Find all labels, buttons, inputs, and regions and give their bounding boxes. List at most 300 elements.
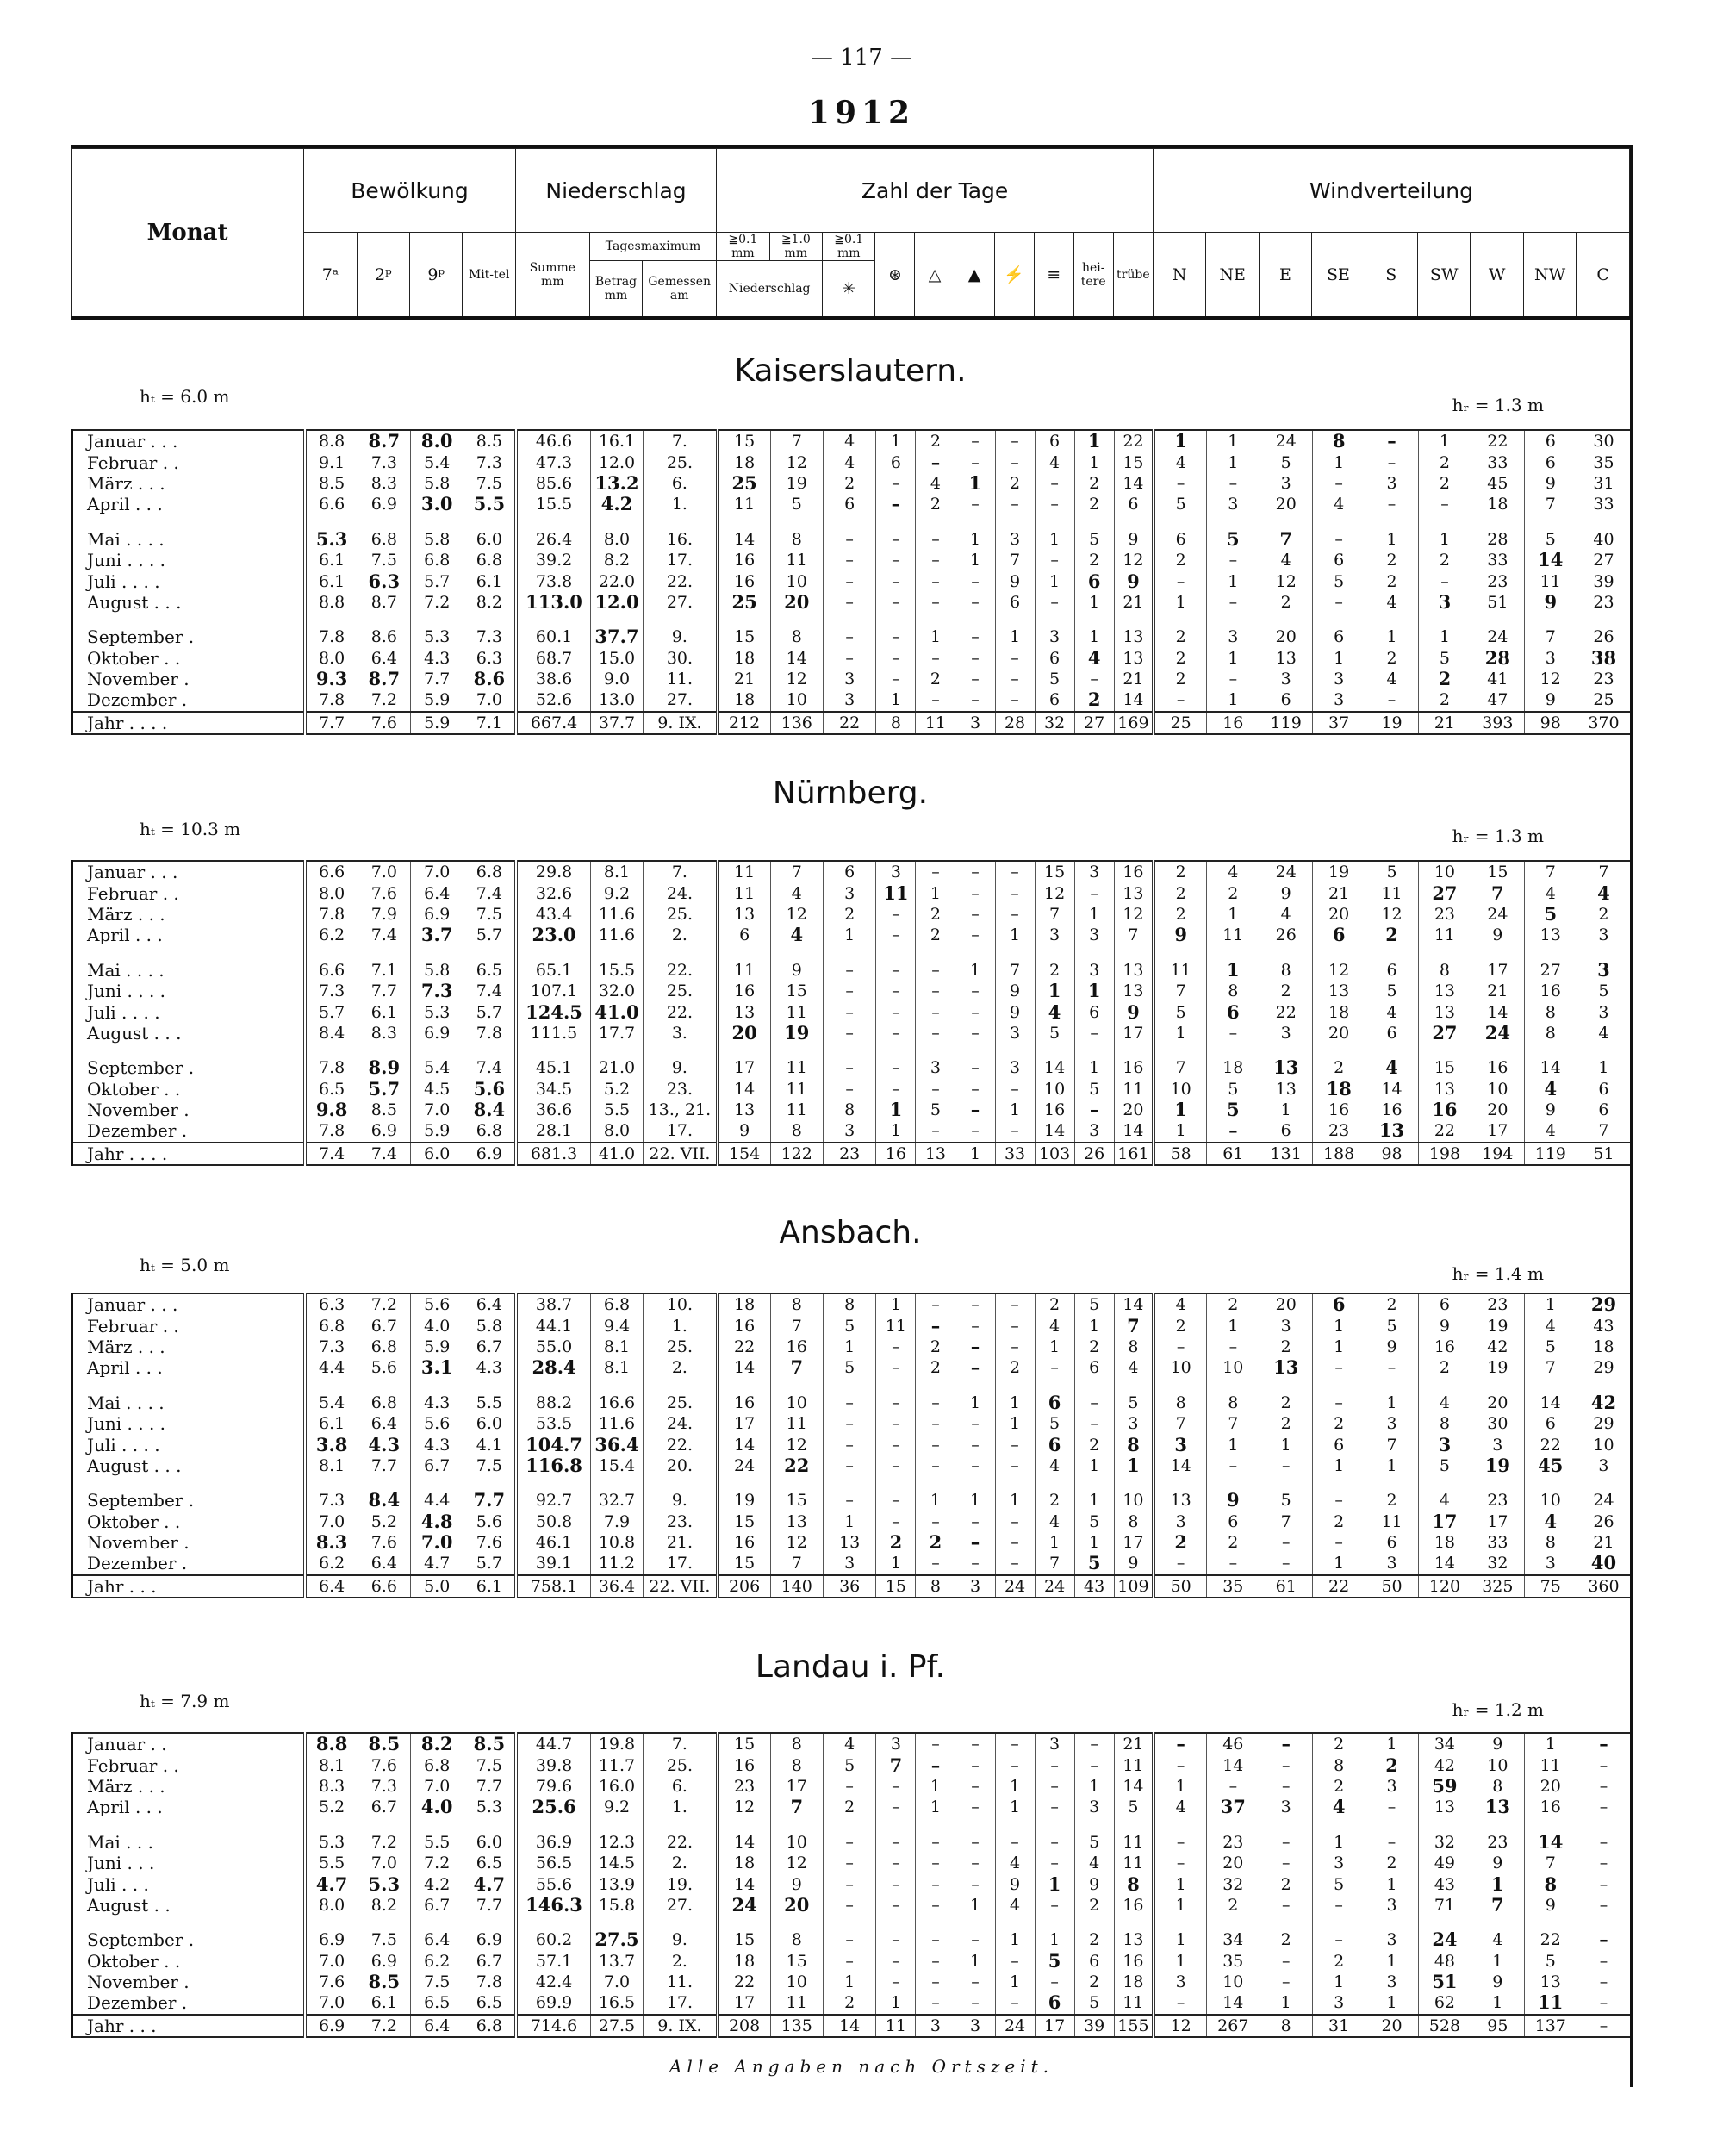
header-gemessen-unit: am bbox=[669, 289, 689, 302]
table-cell: – bbox=[823, 1818, 875, 1853]
table-cell: 370 bbox=[1577, 712, 1630, 734]
rain-gauge-height: hᵣ = 1.2 m bbox=[1452, 1699, 1544, 1720]
table-cell: – bbox=[876, 1951, 916, 1972]
table-cell: – bbox=[1260, 1818, 1312, 1853]
table-cell: 4.2 bbox=[411, 1873, 463, 1894]
table-cell: 5 bbox=[1154, 494, 1206, 514]
month-label: Januar . . . bbox=[72, 861, 305, 882]
header-wind-nw: NW bbox=[1523, 233, 1576, 317]
table-cell: 1 bbox=[1154, 1120, 1206, 1142]
table-cell: 1 bbox=[1312, 1337, 1365, 1357]
table-cell: 6 bbox=[1312, 550, 1365, 570]
month-label: März . . . bbox=[72, 904, 305, 925]
table-cell: 2 bbox=[1035, 1293, 1074, 1315]
table-cell: 12.3 bbox=[590, 1818, 643, 1853]
table-cell: 3.1 bbox=[411, 1357, 463, 1378]
table-cell: 1 bbox=[1312, 1315, 1365, 1336]
table-cell: 51 bbox=[1471, 592, 1524, 613]
table-cell: 1 bbox=[1365, 1455, 1418, 1476]
table-cell: – bbox=[995, 1992, 1035, 2014]
table-cell: 325 bbox=[1471, 1575, 1524, 1598]
table-cell: 14 bbox=[1207, 1992, 1260, 2014]
table-cell: 2 bbox=[916, 430, 955, 452]
table-cell: 18 bbox=[1471, 494, 1524, 514]
table-cell: 3 bbox=[955, 1575, 995, 1598]
table-cell: 6 bbox=[1577, 1100, 1630, 1120]
table-cell: 20 bbox=[1260, 494, 1312, 514]
month-label: September . bbox=[72, 1476, 305, 1511]
table-cell: 6 bbox=[1312, 613, 1365, 647]
table-cell: 3 bbox=[1260, 1023, 1312, 1044]
table-row bbox=[72, 1315, 1631, 1336]
table-cell: – bbox=[995, 669, 1035, 689]
table-cell: 2 bbox=[1260, 1379, 1312, 1413]
column-header bbox=[71, 148, 1630, 317]
table-cell: – bbox=[916, 1916, 955, 1950]
table-cell: 3 bbox=[1418, 1434, 1471, 1455]
table-cell: 7.8 bbox=[305, 1044, 358, 1078]
table-cell: 7.7 bbox=[463, 1776, 516, 1797]
table-cell: 11.6 bbox=[590, 1413, 643, 1434]
table-cell: – bbox=[1365, 689, 1418, 711]
table-cell: 1 bbox=[1154, 430, 1206, 452]
table-cell: 2 bbox=[916, 925, 955, 945]
table-cell: 12 bbox=[770, 669, 823, 689]
month-label: Juli . . . bbox=[72, 1873, 305, 1894]
month-label: September . bbox=[72, 1044, 305, 1078]
table-cell: 59 bbox=[1418, 1776, 1471, 1797]
table-cell: 3. bbox=[644, 1023, 718, 1044]
table-cell: 9 bbox=[1114, 1001, 1154, 1022]
table-row bbox=[72, 1379, 1631, 1413]
table-cell: 4.3 bbox=[411, 1434, 463, 1455]
table-cell: 1 bbox=[1035, 570, 1074, 591]
table-cell: 6 bbox=[718, 925, 770, 945]
table-cell: 6.9 bbox=[358, 1120, 410, 1142]
table-cell: 6 bbox=[1035, 1434, 1074, 1455]
header-wind-n: N bbox=[1153, 233, 1205, 317]
table-cell: 3 bbox=[1074, 925, 1114, 945]
table-cell: 3 bbox=[1418, 592, 1471, 613]
month-label: Oktober . . bbox=[72, 1511, 305, 1532]
table-cell: 6 bbox=[1312, 925, 1365, 945]
table-cell: 8.8 bbox=[305, 592, 358, 613]
table-cell: 28 bbox=[1471, 648, 1524, 669]
table-cell: 14 bbox=[1114, 689, 1154, 711]
table-cell: 1 bbox=[1365, 613, 1418, 647]
table-cell: 8.8 bbox=[305, 430, 358, 452]
table-cell: 3 bbox=[1154, 1434, 1206, 1455]
table-cell: 6.3 bbox=[358, 570, 410, 591]
table-cell: 23 bbox=[1471, 1293, 1524, 1315]
table-cell: 5.3 bbox=[411, 1001, 463, 1022]
table-cell: – bbox=[1035, 1776, 1074, 1797]
table-cell: 206 bbox=[718, 1575, 770, 1598]
table-cell: 6.9 bbox=[411, 1023, 463, 1044]
table-cell: 5.2 bbox=[305, 1797, 358, 1817]
table-cell: 4 bbox=[916, 473, 955, 494]
table-cell: 7 bbox=[1524, 1357, 1577, 1378]
table-cell: 7.9 bbox=[590, 1511, 643, 1532]
table-cell: – bbox=[916, 1434, 955, 1455]
table-cell: 1 bbox=[916, 1476, 955, 1511]
table-cell: – bbox=[1260, 1455, 1312, 1476]
table-cell: – bbox=[876, 1873, 916, 1894]
table-cell: 7.0 bbox=[463, 689, 516, 711]
table-cell: 2 bbox=[1365, 1853, 1418, 1873]
table-cell: 8.4 bbox=[358, 1476, 410, 1511]
table-cell: – bbox=[1207, 1776, 1260, 1797]
table-cell: – bbox=[876, 613, 916, 647]
table-cell: 35 bbox=[1207, 1575, 1260, 1598]
table-cell: 25.6 bbox=[516, 1797, 590, 1817]
table-cell: 9 bbox=[1471, 925, 1524, 945]
table-cell: 1 bbox=[1154, 1100, 1206, 1120]
year-total-row bbox=[72, 712, 1631, 734]
table-cell: 14 bbox=[1524, 1818, 1577, 1853]
table-cell: 4 bbox=[1035, 1315, 1074, 1336]
table-cell: 194 bbox=[1471, 1143, 1524, 1165]
table-cell: 137 bbox=[1524, 2015, 1577, 2037]
table-cell: 17 bbox=[718, 1992, 770, 2014]
table-cell: – bbox=[955, 689, 995, 711]
table-cell: 3 bbox=[1312, 1853, 1365, 1873]
table-cell: 3 bbox=[823, 882, 875, 903]
table-cell: 11. bbox=[644, 1972, 718, 1992]
table-cell: 122 bbox=[770, 1143, 823, 1165]
table-cell: 14 bbox=[1114, 1293, 1154, 1315]
table-cell: 5.6 bbox=[463, 1511, 516, 1532]
month-label: April . . . bbox=[72, 1357, 305, 1378]
table-cell: 6 bbox=[1035, 1992, 1074, 2014]
table-cell: 1 bbox=[995, 1100, 1035, 1120]
table-cell: – bbox=[1577, 1754, 1630, 1775]
table-cell: 8 bbox=[1207, 981, 1260, 1001]
table-cell: 3 bbox=[823, 669, 875, 689]
table-cell: 7 bbox=[1524, 613, 1577, 647]
table-cell: 4 bbox=[1074, 648, 1114, 669]
table-row bbox=[72, 1100, 1631, 1120]
table-cell: 44.7 bbox=[516, 1733, 590, 1754]
table-cell: 3 bbox=[1207, 494, 1260, 514]
table-cell: 16 bbox=[718, 1754, 770, 1775]
table-cell: 11 bbox=[718, 494, 770, 514]
table-cell: 10 bbox=[770, 570, 823, 591]
table-cell: 11 bbox=[1207, 925, 1260, 945]
table-cell: 18 bbox=[1577, 1337, 1630, 1357]
table-cell: 60.2 bbox=[516, 1916, 590, 1950]
table-cell: 4.3 bbox=[411, 648, 463, 669]
year-total-row bbox=[72, 2015, 1631, 2037]
table-cell: 13 bbox=[916, 1143, 955, 1165]
table-cell: 3 bbox=[1312, 689, 1365, 711]
table-cell: 6.5 bbox=[305, 1079, 358, 1100]
table-cell: 20 bbox=[770, 592, 823, 613]
table-cell: 104.7 bbox=[516, 1434, 590, 1455]
table-cell: 26 bbox=[1577, 613, 1630, 647]
month-label: Juli . . . . bbox=[72, 570, 305, 591]
table-cell: 4 bbox=[995, 1853, 1035, 1873]
table-cell: 16 bbox=[718, 1315, 770, 1336]
table-cell: 4 bbox=[1154, 1797, 1206, 1817]
table-cell: 17 bbox=[1471, 946, 1524, 981]
table-cell: 5 bbox=[823, 1357, 875, 1378]
table-cell: 6.7 bbox=[358, 1797, 410, 1817]
table-cell: 3 bbox=[1207, 613, 1260, 647]
table-cell: 4 bbox=[1418, 1476, 1471, 1511]
table-cell: 5 bbox=[1365, 861, 1418, 882]
table-cell: 22 bbox=[1524, 1916, 1577, 1950]
table-cell: 2 bbox=[823, 473, 875, 494]
table-cell: 1 bbox=[995, 1379, 1035, 1413]
table-cell: 119 bbox=[1260, 712, 1312, 734]
month-label: September . bbox=[72, 1916, 305, 1950]
table-cell: 7.8 bbox=[463, 1972, 516, 1992]
table-cell: 5 bbox=[1312, 570, 1365, 591]
table-cell: – bbox=[955, 1337, 995, 1357]
table-cell: 5.6 bbox=[463, 1079, 516, 1100]
table-cell: – bbox=[916, 1079, 955, 1100]
table-cell: 5 bbox=[1114, 1379, 1154, 1413]
month-label: Juli . . . . bbox=[72, 1001, 305, 1022]
table-cell: 24 bbox=[1035, 1575, 1074, 1598]
table-cell: 42 bbox=[1471, 1337, 1524, 1357]
table-cell: 1 bbox=[1154, 1873, 1206, 1894]
month-label: Mai . . . bbox=[72, 1818, 305, 1853]
table-cell: 1 bbox=[1154, 1776, 1206, 1797]
table-cell: 3.0 bbox=[411, 494, 463, 514]
table-cell: – bbox=[916, 515, 955, 550]
table-cell: 208 bbox=[718, 2015, 770, 2037]
table-cell: 8.0 bbox=[305, 648, 358, 669]
table-cell: 16 bbox=[1035, 1100, 1074, 1120]
table-cell: 7.4 bbox=[358, 925, 410, 945]
table-cell: 8 bbox=[770, 1293, 823, 1315]
table-cell: 18 bbox=[718, 452, 770, 472]
table-cell: 7.2 bbox=[411, 592, 463, 613]
table-cell: 10 bbox=[1154, 1357, 1206, 1378]
table-cell: 14 bbox=[1365, 1079, 1418, 1100]
month-label: Januar . . bbox=[72, 1733, 305, 1754]
table-cell: 6 bbox=[1312, 1293, 1365, 1315]
table-cell: 4 bbox=[770, 882, 823, 903]
table-cell: 3 bbox=[876, 1733, 916, 1754]
table-cell: 4.3 bbox=[411, 1379, 463, 1413]
table-cell: 5.8 bbox=[463, 1315, 516, 1336]
table-cell: 17 bbox=[1471, 1120, 1524, 1142]
table-cell: 7.3 bbox=[358, 1776, 410, 1797]
table-cell: 3 bbox=[1365, 1895, 1418, 1916]
table-cell: 2 bbox=[823, 1992, 875, 2014]
table-cell: 7.4 bbox=[463, 882, 516, 903]
table-cell: 43.4 bbox=[516, 904, 590, 925]
table-cell: 21 bbox=[1114, 592, 1154, 613]
header-gemessen bbox=[643, 261, 717, 317]
table-cell: 2. bbox=[644, 1951, 718, 1972]
table-cell: – bbox=[995, 689, 1035, 711]
table-cell: 26 bbox=[1074, 1143, 1114, 1165]
table-cell: 8.6 bbox=[463, 669, 516, 689]
table-row bbox=[72, 1434, 1631, 1455]
month-label: Februar . . bbox=[72, 1315, 305, 1336]
table-cell: 6.1 bbox=[463, 570, 516, 591]
table-cell: 14 bbox=[1418, 1553, 1471, 1574]
table-cell: 4.4 bbox=[305, 1357, 358, 1378]
table-cell: 8.0 bbox=[590, 1120, 643, 1142]
table-cell: 7.8 bbox=[463, 1023, 516, 1044]
table-cell: 7 bbox=[1524, 494, 1577, 514]
table-cell: 49 bbox=[1418, 1853, 1471, 1873]
table-cell: – bbox=[955, 861, 995, 882]
table-cell: 6 bbox=[1418, 1293, 1471, 1315]
table-cell: 50 bbox=[1365, 1575, 1418, 1598]
table-cell: 667.4 bbox=[516, 712, 590, 734]
table-cell: 1 bbox=[823, 1972, 875, 1992]
table-cell: 17. bbox=[644, 1120, 718, 1142]
table-cell: – bbox=[995, 430, 1035, 452]
table-cell: 32 bbox=[1207, 1873, 1260, 1894]
graupel-icon: ▲ bbox=[955, 233, 994, 317]
header-rule bbox=[71, 316, 1630, 320]
table-cell: 6 bbox=[1035, 430, 1074, 452]
table-cell: 9.0 bbox=[590, 669, 643, 689]
table-cell: 28 bbox=[1471, 515, 1524, 550]
table-cell: 9 bbox=[1114, 515, 1154, 550]
header-heitere: hei-tere bbox=[1073, 233, 1113, 317]
table-cell: 6.5 bbox=[463, 1992, 516, 2014]
table-cell: 25 bbox=[1577, 689, 1630, 711]
table-cell: 6.1 bbox=[463, 1575, 516, 1598]
table-cell: – bbox=[955, 1044, 995, 1078]
table-cell: 107.1 bbox=[516, 981, 590, 1001]
table-cell: 1 bbox=[1074, 1532, 1114, 1553]
table-cell: 9 bbox=[1524, 473, 1577, 494]
table-cell: 11.7 bbox=[590, 1754, 643, 1775]
table-cell: 9.1 bbox=[305, 452, 358, 472]
table-cell: 14 bbox=[1154, 1455, 1206, 1476]
table-cell: 9 bbox=[995, 1001, 1035, 1022]
table-cell: – bbox=[1577, 1776, 1630, 1797]
table-cell: 6 bbox=[1035, 1379, 1074, 1413]
table-cell: 15 bbox=[1114, 452, 1154, 472]
table-cell: 714.6 bbox=[516, 2015, 590, 2037]
table-cell: 2 bbox=[1154, 613, 1206, 647]
table-cell: 14 bbox=[718, 515, 770, 550]
header-truebe: trübe bbox=[1113, 233, 1153, 317]
table-cell: 5 bbox=[1154, 1001, 1206, 1022]
table-cell: – bbox=[823, 1413, 875, 1434]
table-cell: 6.9 bbox=[358, 494, 410, 514]
table-cell: 3 bbox=[1312, 669, 1365, 689]
table-cell: 41 bbox=[1471, 669, 1524, 689]
table-cell: 9 bbox=[770, 1873, 823, 1894]
table-cell: 31 bbox=[1312, 2015, 1365, 2037]
table-cell: – bbox=[916, 946, 955, 981]
table-cell: 7.6 bbox=[463, 1532, 516, 1553]
table-row bbox=[72, 1120, 1631, 1142]
table-cell: 22. bbox=[644, 1001, 718, 1022]
table-cell: 2 bbox=[1312, 1413, 1365, 1434]
table-cell: – bbox=[1154, 1337, 1206, 1357]
table-cell: – bbox=[1035, 1853, 1074, 1873]
table-cell: 1 bbox=[876, 430, 916, 452]
table-cell: 15 bbox=[770, 981, 823, 1001]
table-cell: 3 bbox=[823, 689, 875, 711]
table-cell: 79.6 bbox=[516, 1776, 590, 1797]
table-cell: 18 bbox=[718, 1853, 770, 1873]
table-cell: – bbox=[1312, 515, 1365, 550]
table-cell: 5.6 bbox=[411, 1413, 463, 1434]
table-cell: 10 bbox=[1207, 1972, 1260, 1992]
table-cell: – bbox=[823, 1044, 875, 1078]
table-cell: 25 bbox=[1154, 712, 1206, 734]
table-cell: 9 bbox=[1114, 1553, 1154, 1574]
table-cell: 6.1 bbox=[305, 1413, 358, 1434]
table-cell: 6 bbox=[1114, 494, 1154, 514]
table-cell: 17 bbox=[718, 1044, 770, 1078]
table-cell: 23 bbox=[823, 1143, 875, 1165]
table-cell: 57.1 bbox=[516, 1951, 590, 1972]
table-cell: 14 bbox=[718, 1079, 770, 1100]
table-cell: 11 bbox=[1114, 1079, 1154, 1100]
table-cell: 2. bbox=[644, 1853, 718, 1873]
table-cell: 1 bbox=[1418, 515, 1471, 550]
month-label: August . . . bbox=[72, 1455, 305, 1476]
table-cell: 3 bbox=[823, 1120, 875, 1142]
table-cell: 5.3 bbox=[305, 1818, 358, 1853]
table-cell: 4.7 bbox=[463, 1873, 516, 1894]
table-cell: 2 bbox=[916, 1532, 955, 1553]
table-cell: – bbox=[876, 1001, 916, 1022]
table-cell: 13 bbox=[718, 904, 770, 925]
month-label: November . bbox=[72, 669, 305, 689]
table-cell: 2 bbox=[1365, 570, 1418, 591]
table-cell: – bbox=[876, 1972, 916, 1992]
table-cell: 24 bbox=[718, 1455, 770, 1476]
table-cell: 103 bbox=[1035, 1143, 1074, 1165]
month-label: Oktober . . bbox=[72, 1079, 305, 1100]
table-cell: 26.4 bbox=[516, 515, 590, 550]
table-cell: 14.5 bbox=[590, 1853, 643, 1873]
table-cell: – bbox=[916, 1315, 955, 1336]
table-cell: 11 bbox=[718, 946, 770, 981]
table-cell: – bbox=[823, 1434, 875, 1455]
table-cell: 2 bbox=[1418, 452, 1471, 472]
table-cell: 9 bbox=[1524, 689, 1577, 711]
table-cell: 19 bbox=[1471, 1357, 1524, 1378]
table-cell: 7.0 bbox=[411, 1776, 463, 1797]
table-cell: 1 bbox=[1207, 452, 1260, 472]
table-row bbox=[72, 1532, 1631, 1553]
table-cell: 12.0 bbox=[590, 452, 643, 472]
table-cell: 3 bbox=[1260, 669, 1312, 689]
table-cell: – bbox=[823, 1023, 875, 1044]
table-cell: – bbox=[955, 1553, 995, 1574]
table-cell: 7.0 bbox=[358, 1853, 410, 1873]
table-cell: 85.6 bbox=[516, 473, 590, 494]
table-cell: 11 bbox=[1154, 946, 1206, 981]
table-cell: 5.4 bbox=[305, 1379, 358, 1413]
table-cell: 3 bbox=[1365, 1413, 1418, 1434]
table-cell: 25. bbox=[644, 452, 718, 472]
table-cell: 33 bbox=[1471, 1532, 1524, 1553]
table-row bbox=[72, 1455, 1631, 1476]
table-cell: 16 bbox=[1207, 712, 1260, 734]
table-cell: – bbox=[876, 925, 916, 945]
table-cell: 40 bbox=[1577, 1553, 1630, 1574]
table-cell: 2 bbox=[1074, 494, 1114, 514]
table-cell: 45 bbox=[1471, 473, 1524, 494]
